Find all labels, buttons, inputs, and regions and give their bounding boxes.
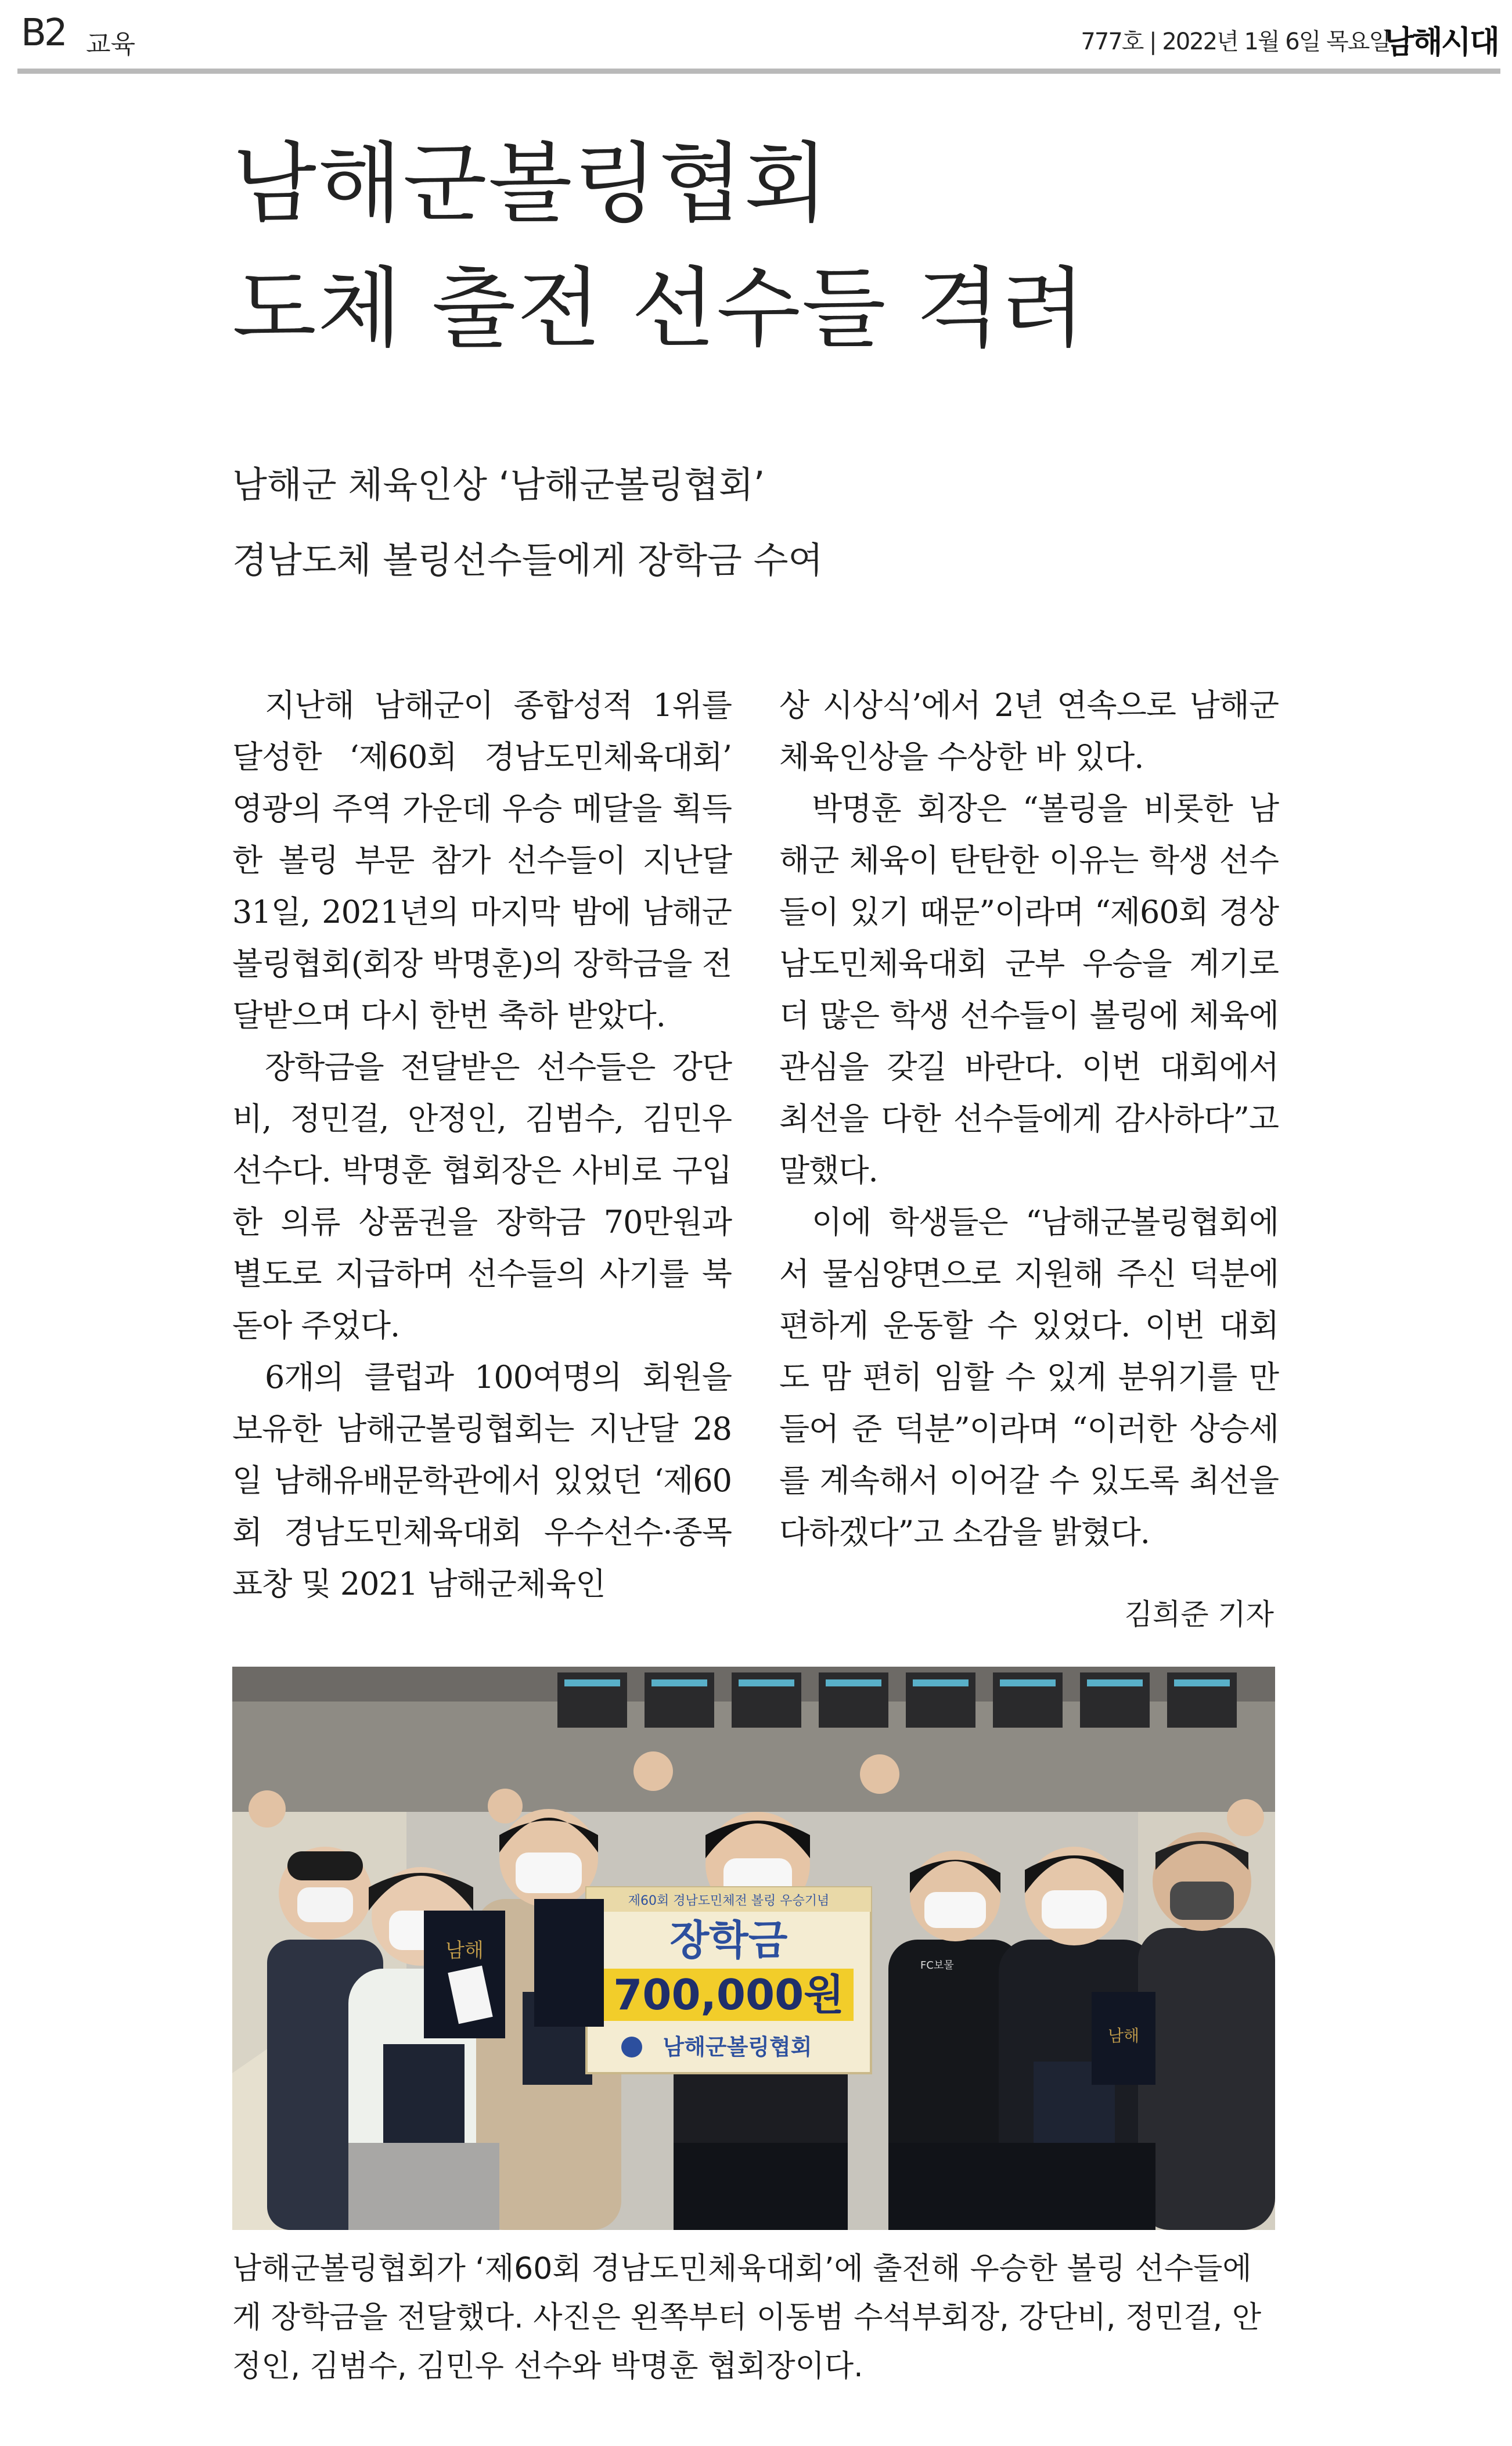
- article-paragraph: 6개의 클럽과 100여명의 회원을 보유한 남해군볼링협회는 지난달 28일 남해유배문학관에서 있었던 ‘제60회 경남도민체육대회 우수선수·종목표창 및 2021 남해군체육인: [232, 1359, 732, 1602]
- article-paragraph: 장학금을 전달받은 선수들은 강단비, 정민걸, 안정인, 김범수, 김민우 선수다. 박명훈 협회장은 사비로 구입한 의류 상품권을 장학금 70만원과 별도로 지급하며 선수들의 사기를 북돋아 주었다.: [232, 1049, 732, 1344]
- article-column-left: [232, 679, 732, 1610]
- photo-illustration: [232, 1667, 1275, 2230]
- article-column-right: [779, 679, 1279, 1558]
- photo-caption: [232, 2244, 1277, 2391]
- headline: [232, 122, 1335, 372]
- caption-line-1: 남해군볼링협회가 ‘제60회 경남도민체육대회’에 출전해 우승한 볼링 선수들에: [232, 2251, 1252, 2286]
- banner-amount-text: 700,000원: [613, 1970, 844, 2019]
- page-number: B2: [21, 12, 66, 55]
- headline-line-2: 도체 출전 선수들 격려: [232, 258, 1087, 359]
- folder-text-right: 남해: [1107, 2026, 1140, 2045]
- subheadline-line-1: 남해군 체육인상 ‘남해군볼링협회’: [232, 463, 765, 506]
- jacket-text: FC보물: [920, 1959, 954, 1972]
- banner-main-text: 장학금: [669, 1916, 788, 1964]
- byline: 김희준 기자: [1124, 1598, 1274, 1631]
- news-photo: [232, 1667, 1275, 2230]
- subheadline: [232, 447, 1277, 598]
- article-paragraph: 지난해 남해군이 종합성적 1위를 달성한 ‘제60회 경남도민체육대회’ 영광의 주역 가운데 우승 메달을 획득한 볼링 부문 참가 선수들이 지난달 31일, 2021년의 마지막 밤에 남해군볼링협회(회장 박명훈)의 장학금을 전달받으며 다시 한번 축하 받았다.: [232, 687, 732, 1034]
- newspaper-logo: 남해시대: [1384, 24, 1498, 60]
- banner-title-text: 제60회 경남도민체전 볼링 우승기념: [628, 1894, 830, 1908]
- caption-line-2: 게 장학금을 전달했다. 사진은 왼쪽부터 이동범 수석부회장, 강단비, 정민걸, 안: [232, 2300, 1262, 2335]
- banner-org-text: 남해군볼링협회: [663, 2034, 812, 2060]
- header-rule: [17, 69, 1500, 74]
- caption-line-3: 정인, 김범수, 김민우 선수와 박명훈 협회장이다.: [232, 2349, 863, 2384]
- article-paragraph-continued: 상 시상식’에서 2년 연속으로 남해군 체육인상을 수상한 바 있다.: [779, 687, 1279, 775]
- folder-text: 남해: [445, 1939, 484, 1962]
- page-header: [17, 0, 1500, 69]
- section-label: 교육: [86, 30, 136, 59]
- article-paragraph: 박명훈 회장은 “볼링을 비롯한 남해군 체육이 탄탄한 이유는 학생 선수들이 있기 때문”이라며 “제60회 경상남도민체육대회 군부 우승을 계기로 더 많은 학생 선수들이 볼링에 체육에 관심을 갖길 바란다. 이번 대회에서 최선을 다한 선수들에게 감사하다”고 말했다.: [779, 790, 1279, 1189]
- issue-info: 777호 | 2022년 1월 6일 목요일: [1081, 28, 1390, 55]
- article-paragraph: 이에 학생들은 “남해군볼링협회에서 물심양면으로 지원해 주신 덕분에 편하게 운동할 수 있었다. 이번 대회도 맘 편히 임할 수 있게 분위기를 만들어 준 덕분”이라며 “이러한 상승세를 계속해서 이어갈 수 있도록 최선을 다하겠다”고 소감을 밝혔다.: [779, 1204, 1279, 1551]
- subheadline-line-2: 경남도체 볼링선수들에게 장학금 수여: [232, 539, 823, 581]
- headline-line-1: 남해군볼링협회: [232, 134, 830, 235]
